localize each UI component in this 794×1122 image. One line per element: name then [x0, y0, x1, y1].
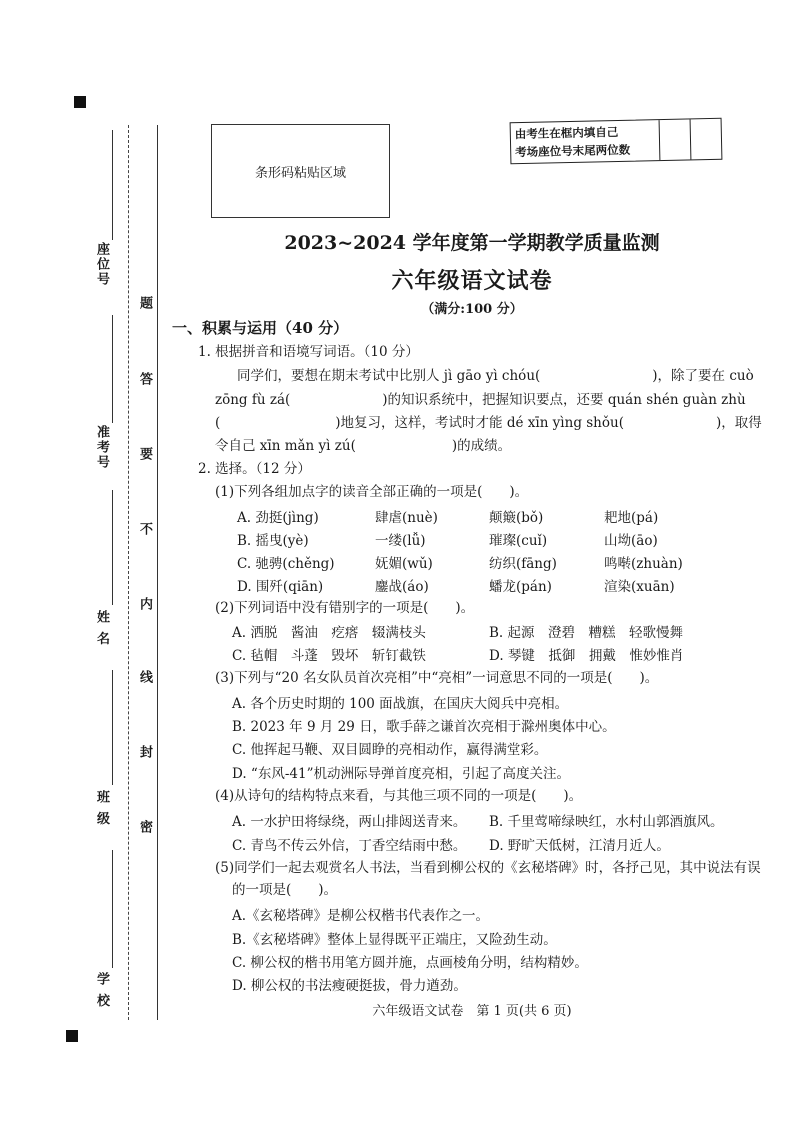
school-label: 学 校 — [94, 972, 109, 1009]
seat-digit-cell-1[interactable] — [660, 119, 692, 160]
seal-char: 线 — [137, 670, 152, 685]
seat-field-line — [112, 130, 113, 240]
binding-line-inner — [157, 125, 158, 1020]
seat-digit-cell-2[interactable] — [691, 119, 722, 160]
q2-5-stem-2: 的一项是( )。 — [232, 882, 338, 898]
barcode-area-label: 条形码粘贴区域 — [254, 165, 346, 181]
class-field-line — [112, 670, 113, 785]
seal-char: 题 — [137, 296, 152, 311]
q2-5-option-d[interactable]: D. 柳公权的书法瘦硬挺拔，骨力遒劲。 — [232, 978, 467, 994]
q2-1-word: 鸣啭(zhuàn) — [604, 556, 683, 572]
seat-box-instructions: 由考生在框内填自己 考场座位号末尾两位数 — [511, 120, 661, 163]
q2-5-option-b[interactable]: B.《玄秘塔碑》整体上显得既平正端庄，又险劲生动。 — [232, 932, 557, 948]
q2-1-word: 纺织(fāng) — [489, 556, 557, 572]
name-label: 姓 名 — [94, 610, 109, 647]
q2-1-option[interactable]: C. 驰骋(chěng) — [237, 556, 335, 572]
seal-char: 要 — [137, 447, 152, 462]
q2-2-option-d[interactable]: D. 琴键 抵御 拥戴 惟妙惟肖 — [489, 648, 684, 664]
q2-4-option-c[interactable]: C. 青鸟不传云外信，丁香空结雨中愁。 — [232, 838, 467, 854]
q2-3-option-b[interactable]: B. 2023 年 9 月 29 日，歌手薛之谦首次亮相于滁州奥体中心。 — [232, 719, 616, 735]
q2-1-word: 渲染(xuān) — [604, 579, 675, 595]
seal-char: 内 — [137, 597, 152, 612]
class-label: 班 级 — [94, 790, 109, 827]
q2-title: 2. 选择。（12 分） — [198, 461, 311, 477]
binding-line-outer — [128, 125, 129, 1020]
q2-2-option-c[interactable]: C. 毡帽 斗蓬 毁坏 斩钉截铁 — [232, 648, 426, 664]
exam-field-line — [112, 315, 113, 423]
q2-1-stem: (1)下列各组加点字的读音全部正确的一项是( )。 — [215, 484, 529, 500]
q2-1-word: 肆虐(nuè) — [375, 510, 438, 526]
section-heading: 一、积累与运用（40 分） — [172, 319, 349, 337]
name-field-line — [112, 490, 113, 605]
full-score: （满分:100 分） — [421, 302, 523, 317]
school-field-line — [112, 850, 113, 968]
seat-number-box — [510, 118, 723, 164]
q2-1-option[interactable]: B. 摇曳(yè) — [237, 533, 309, 549]
page-footer: 六年级语文试卷 第 1 页(共 6 页) — [372, 1004, 572, 1019]
barcode-area — [211, 124, 390, 218]
q2-5-option-a[interactable]: A.《玄秘塔碑》是柳公权楷书代表作之一。 — [232, 908, 490, 924]
q2-1-option[interactable]: A. 劲挺(jìng) — [237, 510, 319, 526]
seal-char: 封 — [137, 745, 152, 760]
q2-4-option-d[interactable]: D. 野旷天低树，江清月近人。 — [489, 838, 670, 854]
exam-number-label: 准考号 — [94, 425, 109, 470]
q2-3-stem: (3)下列与“20 名女队员首次亮相”中“亮相”一词意思不同的一项是( )。 — [215, 670, 659, 686]
q2-1-word: 璀璨(cuǐ) — [489, 533, 548, 549]
q2-1-word: 妩媚(wǔ) — [375, 556, 433, 572]
q2-1-word: 一缕(lǚ) — [375, 533, 426, 549]
q2-1-word: 蟠龙(pán) — [489, 579, 552, 595]
q2-4-option-b[interactable]: B. 千里莺啼绿映红，水村山郭酒旗风。 — [489, 814, 724, 830]
q1-line-2: zōng fù zá( )的知识系统中，把握知识要点，还要 quán shén guàn zhù — [215, 392, 746, 408]
seal-char: 答 — [137, 372, 152, 387]
q2-1-word: 鏖战(áo) — [375, 579, 429, 595]
q2-2-option-b[interactable]: B. 起源 澄碧 糟糕 轻歌慢舞 — [489, 625, 684, 641]
q2-4-stem: (4)从诗句的结构特点来看，与其他三项不同的一项是( )。 — [215, 788, 583, 804]
q2-3-option-d[interactable]: D. “东风-41”机动洲际导弹首度亮相，引起了高度关注。 — [232, 766, 570, 782]
q2-2-option-a[interactable]: A. 洒脱 酱油 疙瘩 辍满枝头 — [232, 625, 426, 641]
q2-5-option-c[interactable]: C. 柳公权的楷书用笔方圆并施，点画棱角分明，结构精妙。 — [232, 955, 588, 971]
q1-title: 1. 根据拼音和语境写词语。（10 分） — [198, 344, 419, 360]
q2-1-word: 颠簸(bǒ) — [489, 510, 544, 526]
q2-1-word: 山坳(āo) — [604, 533, 658, 549]
exam-subtitle: 六年级语文试卷 — [391, 268, 553, 294]
registration-mark-top — [74, 96, 86, 108]
q2-3-option-a[interactable]: A. 各个历史时期的 100 面战旗，在国庆大阅兵中亮相。 — [232, 696, 569, 712]
seal-char: 不 — [137, 522, 152, 537]
exam-title: 2023~2024 学年度第一学期教学质量监测 — [284, 232, 660, 254]
q2-1-option[interactable]: D. 围歼(qiān) — [237, 579, 324, 595]
seat-label: 座位号 — [94, 242, 109, 287]
q2-1-word: 耙地(pá) — [604, 510, 659, 526]
q1-line-1: 同学们，要想在期末考试中比别人 jì gāo yì chóu( )，除了要在 cuò — [237, 368, 754, 384]
q2-3-option-c[interactable]: C. 他挥起马鞭、双目圆睁的亮相动作，赢得满堂彩。 — [232, 742, 548, 758]
seal-char: 密 — [137, 820, 152, 835]
q2-4-option-a[interactable]: A. 一水护田将绿绕，两山排闼送青来。 — [232, 814, 467, 830]
q1-line-4: 令自己 xīn mǎn yì zú( )的成绩。 — [215, 438, 512, 454]
q1-line-3: ( )地复习，这样，考试时才能 dé xīn yìng shǒu( )，取得 — [215, 415, 762, 431]
q2-5-stem-1: (5)同学们一起去观赏名人书法，当看到柳公权的《玄秘塔碑》时，各抒己见，其中说法有误 — [215, 860, 761, 876]
registration-mark-bottom — [66, 1030, 78, 1042]
q2-2-stem: (2)下列词语中没有错别字的一项是( )。 — [215, 600, 475, 616]
